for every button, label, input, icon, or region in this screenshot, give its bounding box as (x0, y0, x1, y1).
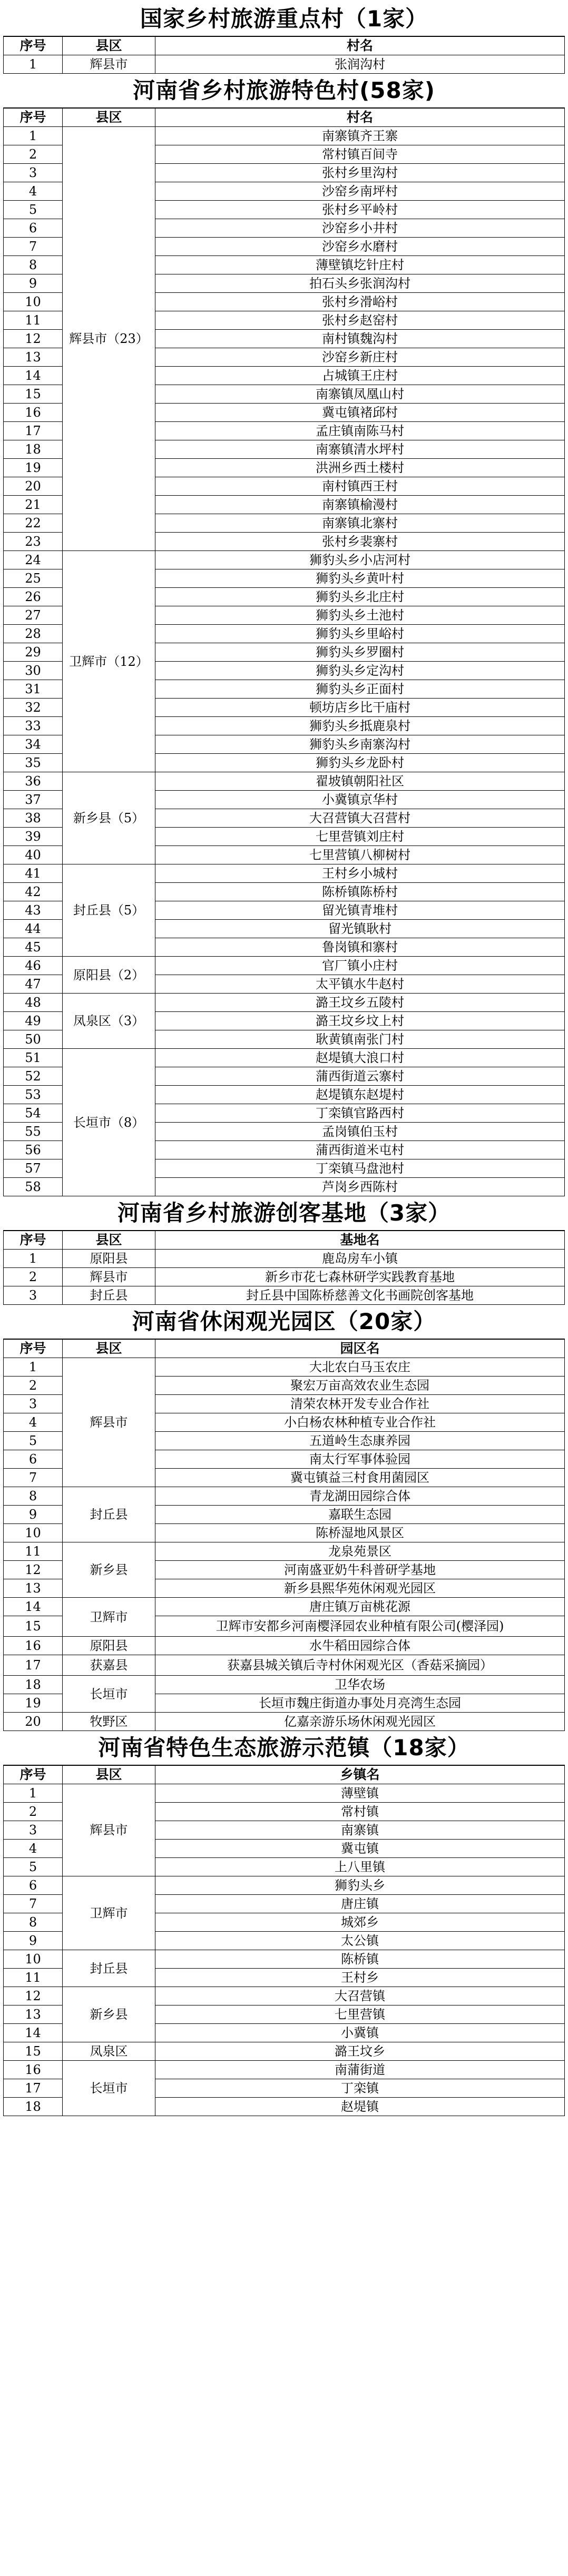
row-index: 37 (4, 791, 63, 809)
name-cell: 新乡市花七森林研学实践教育基地 (155, 1268, 565, 1286)
region-cell: 封丘县（5） (63, 864, 155, 957)
name-cell: 狮豹头乡北庄村 (155, 588, 565, 606)
row-index: 5 (4, 1858, 63, 1876)
row-index: 7 (4, 1469, 63, 1487)
col-header-region: 县区 (63, 1765, 155, 1784)
row-index: 17 (4, 2079, 63, 2098)
row-index: 32 (4, 699, 63, 717)
table (3, 107, 565, 1196)
row-index: 9 (4, 1506, 63, 1524)
row-index: 7 (4, 238, 63, 256)
col-header-name: 村名 (155, 108, 565, 127)
row-index: 51 (4, 1049, 63, 1067)
row-index: 2 (4, 1803, 63, 1821)
name-cell: 张村乡平岭村 (155, 201, 565, 219)
region-cell: 凤泉区（3） (63, 994, 155, 1049)
table-row (4, 1487, 565, 1506)
row-index: 18 (4, 2098, 63, 2116)
region-cell: 辉县市 (63, 1784, 155, 1876)
section-title: 国家乡村旅游重点村（1家） (140, 6, 428, 32)
name-cell: 七里营镇刘庄村 (155, 828, 565, 846)
region-cell: 牧野区 (63, 1713, 155, 1731)
row-index: 10 (4, 1524, 63, 1542)
row-index: 55 (4, 1123, 63, 1141)
col-header-region: 县区 (63, 1231, 155, 1250)
row-index: 10 (4, 293, 63, 311)
name-cell: 青龙湖田园综合体 (155, 1487, 565, 1506)
row-index: 3 (4, 1395, 63, 1413)
name-cell: 卫辉市安都乡河南樱泽园农业种植有限公司(樱泽园) (155, 1616, 565, 1637)
table-row (4, 1268, 565, 1286)
table-row (4, 1286, 565, 1305)
row-index: 21 (4, 496, 63, 514)
col-header-index: 序号 (4, 1231, 63, 1250)
name-cell: 拍石头乡张润沟村 (155, 274, 565, 293)
name-cell: 太公镇 (155, 1932, 565, 1950)
region-cell: 新乡县 (63, 1542, 155, 1598)
row-index: 11 (4, 1542, 63, 1561)
name-cell: 狮豹头乡抵鹿泉村 (155, 717, 565, 735)
table-row (4, 1655, 565, 1676)
row-index: 16 (4, 2061, 63, 2079)
name-cell: 狮豹头乡正面村 (155, 680, 565, 699)
row-index: 2 (4, 145, 63, 164)
row-index: 3 (4, 1286, 63, 1305)
name-cell: 蒲西街道云寨村 (155, 1067, 565, 1086)
name-cell: 冀屯镇益三村食用菌园区 (155, 1469, 565, 1487)
table-row (4, 1049, 565, 1067)
name-cell: 狮豹头乡龙卧村 (155, 754, 565, 772)
name-cell: 封丘县中国陈桥慈善文化书画院创客基地 (155, 1286, 565, 1305)
row-index: 8 (4, 256, 63, 274)
row-index: 3 (4, 164, 63, 182)
name-cell: 南寨镇 (155, 1821, 565, 1840)
name-cell: 南太行军事体验园 (155, 1450, 565, 1469)
header-row (4, 1339, 565, 1358)
row-index: 12 (4, 1561, 63, 1579)
name-cell: 南蒲街道 (155, 2061, 565, 2079)
col-header-index: 序号 (4, 1765, 63, 1784)
name-cell: 狮豹头乡小店河村 (155, 551, 565, 569)
region-cell: 原阳县 (63, 1250, 155, 1268)
row-index: 2 (4, 1268, 63, 1286)
table-row (4, 1250, 565, 1268)
row-index: 50 (4, 1030, 63, 1049)
row-index: 4 (4, 182, 63, 201)
name-cell: 狮豹头乡罗圈村 (155, 643, 565, 662)
row-index: 6 (4, 1450, 63, 1469)
row-index: 39 (4, 828, 63, 846)
row-index: 5 (4, 1432, 63, 1450)
name-cell: 清荣农林开发专业合作社 (155, 1395, 565, 1413)
name-cell: 大召营镇 (155, 1987, 565, 2005)
col-header-name: 村名 (155, 36, 565, 55)
row-index: 53 (4, 1086, 63, 1104)
row-index: 18 (4, 1676, 63, 1694)
name-cell: 沙窑乡南坪村 (155, 182, 565, 201)
name-cell: 狮豹头乡黄叶村 (155, 569, 565, 588)
region-cell: 卫辉市 (63, 1598, 155, 1637)
name-cell: 蒲西街道米屯村 (155, 1141, 565, 1159)
name-cell: 聚宏万亩高效农业生态园 (155, 1377, 565, 1395)
name-cell: 城郊乡 (155, 1913, 565, 1932)
section-title: 河南省乡村旅游特色村(58家) (133, 77, 435, 103)
name-cell: 鲁岗镇和寨村 (155, 938, 565, 957)
row-index: 17 (4, 422, 63, 440)
name-cell: 七里营镇 (155, 2005, 565, 2024)
name-cell: 官厂镇小庄村 (155, 957, 565, 975)
row-index: 4 (4, 1840, 63, 1858)
name-cell: 七里营镇八柳树村 (155, 846, 565, 864)
table (3, 1230, 565, 1305)
region-cell: 凤泉区 (63, 2042, 155, 2061)
row-index: 54 (4, 1104, 63, 1123)
region-cell: 长垣市（8） (63, 1049, 155, 1196)
row-index: 15 (4, 385, 63, 404)
name-cell: 赵堤镇大浪口村 (155, 1049, 565, 1067)
name-cell: 获嘉县城关镇后寺村休闲观光区（香菇采摘园） (155, 1655, 565, 1676)
name-cell: 张村乡滑峪村 (155, 293, 565, 311)
name-cell: 狮豹头乡南寨沟村 (155, 735, 565, 754)
name-cell: 赵堤镇 (155, 2098, 565, 2116)
row-index: 29 (4, 643, 63, 662)
row-index: 20 (4, 477, 63, 496)
name-cell: 南寨镇榆漫村 (155, 496, 565, 514)
row-index: 44 (4, 920, 63, 938)
table (3, 1765, 565, 2116)
name-cell: 南寨镇北寨村 (155, 514, 565, 533)
section-4 (3, 1305, 565, 1731)
name-cell: 小冀镇京华村 (155, 791, 565, 809)
row-index: 8 (4, 1487, 63, 1506)
name-cell: 顿坊店乡比干庙村 (155, 699, 565, 717)
row-index: 11 (4, 311, 63, 330)
row-index: 47 (4, 975, 63, 994)
row-index: 19 (4, 1694, 63, 1713)
table-row (4, 1637, 565, 1655)
row-index: 49 (4, 1012, 63, 1030)
row-index: 20 (4, 1713, 63, 1731)
name-cell: 洪洲乡西土楼村 (155, 459, 565, 477)
section-5 (3, 1731, 565, 2116)
row-index: 18 (4, 440, 63, 459)
col-header-region: 县区 (63, 108, 155, 127)
section-3 (3, 1196, 565, 1305)
region-cell: 获嘉县 (63, 1655, 155, 1676)
row-index: 16 (4, 404, 63, 422)
region-cell: 辉县市（23） (63, 127, 155, 551)
table-row (4, 2042, 565, 2061)
name-cell: 水牛稻田园综合体 (155, 1637, 565, 1655)
row-index: 6 (4, 1876, 63, 1895)
section-title: 河南省特色生态旅游示范镇（18家） (98, 1735, 470, 1761)
row-index: 22 (4, 514, 63, 533)
region-cell: 封丘县 (63, 1487, 155, 1542)
name-cell: 狮豹头乡 (155, 1876, 565, 1895)
row-index: 38 (4, 809, 63, 828)
name-cell: 冀屯镇 (155, 1840, 565, 1858)
row-index: 34 (4, 735, 63, 754)
name-cell: 沙窑乡小井村 (155, 219, 565, 238)
row-index: 40 (4, 846, 63, 864)
region-cell: 原阳县（2） (63, 957, 155, 994)
name-cell: 孟庄镇南陈马村 (155, 422, 565, 440)
col-header-region: 县区 (63, 1339, 155, 1358)
name-cell: 沙窑乡新庄村 (155, 348, 565, 367)
row-index: 13 (4, 2005, 63, 2024)
row-index: 16 (4, 1637, 63, 1655)
row-index: 13 (4, 1579, 63, 1598)
row-index: 8 (4, 1913, 63, 1932)
name-cell: 大召营镇大召营村 (155, 809, 565, 828)
row-index: 1 (4, 1784, 63, 1803)
name-cell: 潞王坟乡坟上村 (155, 1012, 565, 1030)
region-cell: 辉县市 (63, 55, 155, 74)
table-row (4, 864, 565, 883)
col-header-name: 乡镇名 (155, 1765, 565, 1784)
name-cell: 唐庄镇万亩桃花源 (155, 1598, 565, 1616)
name-cell: 孟岗镇伯玉村 (155, 1123, 565, 1141)
name-cell: 唐庄镇 (155, 1895, 565, 1913)
row-index: 1 (4, 1358, 63, 1377)
name-cell: 王村乡 (155, 1969, 565, 1987)
row-index: 10 (4, 1950, 63, 1969)
name-cell: 大北农白马玉农庄 (155, 1358, 565, 1377)
name-cell: 上八里镇 (155, 1858, 565, 1876)
region-cell: 长垣市 (63, 1676, 155, 1713)
header-row (4, 108, 565, 127)
name-cell: 薄壁镇圪针庄村 (155, 256, 565, 274)
name-cell: 王村乡小城村 (155, 864, 565, 883)
name-cell: 河南盛亚奶牛科普研学基地 (155, 1561, 565, 1579)
row-index: 3 (4, 1821, 63, 1840)
row-index: 14 (4, 1598, 63, 1616)
row-index: 14 (4, 367, 63, 385)
header-row (4, 1765, 565, 1784)
table-row (4, 1598, 565, 1616)
name-cell: 嘉联生态园 (155, 1506, 565, 1524)
row-index: 12 (4, 1987, 63, 2005)
region-cell: 新乡县（5） (63, 772, 155, 864)
row-index: 9 (4, 274, 63, 293)
name-cell: 留光镇青堆村 (155, 901, 565, 920)
name-cell: 潞王坟乡五陵村 (155, 994, 565, 1012)
row-index: 1 (4, 127, 63, 145)
row-index: 11 (4, 1969, 63, 1987)
table-row (4, 55, 565, 74)
col-header-name: 园区名 (155, 1339, 565, 1358)
name-cell: 常村镇 (155, 1803, 565, 1821)
name-cell: 鹿岛房车小镇 (155, 1250, 565, 1268)
name-cell: 狮豹头乡定沟村 (155, 662, 565, 680)
document (3, 0, 565, 2116)
name-cell: 小冀镇 (155, 2024, 565, 2042)
name-cell: 五道岭生态康养园 (155, 1432, 565, 1450)
name-cell: 芦岗乡西陈村 (155, 1178, 565, 1196)
row-index: 27 (4, 606, 63, 625)
table-row (4, 1784, 565, 1803)
name-cell: 潞王坟乡 (155, 2042, 565, 2061)
section-2 (3, 74, 565, 1196)
row-index: 14 (4, 2024, 63, 2042)
table-row (4, 1358, 565, 1377)
name-cell: 留光镇耿村 (155, 920, 565, 938)
row-index: 36 (4, 772, 63, 791)
name-cell: 陈桥湿地风景区 (155, 1524, 565, 1542)
name-cell: 卫华农场 (155, 1676, 565, 1694)
col-header-index: 序号 (4, 36, 63, 55)
row-index: 35 (4, 754, 63, 772)
row-index: 17 (4, 1655, 63, 1676)
name-cell: 狮豹头乡里峪村 (155, 625, 565, 643)
region-cell: 卫辉市 (63, 1876, 155, 1950)
region-cell: 封丘县 (63, 1950, 155, 1987)
table-row (4, 551, 565, 569)
row-index: 58 (4, 1178, 63, 1196)
row-index: 4 (4, 1413, 63, 1432)
table-row (4, 957, 565, 975)
row-index: 6 (4, 219, 63, 238)
row-index: 56 (4, 1141, 63, 1159)
name-cell: 沙窑乡水磨村 (155, 238, 565, 256)
name-cell: 薄壁镇 (155, 1784, 565, 1803)
table-row (4, 2061, 565, 2079)
row-index: 12 (4, 330, 63, 348)
name-cell: 陈桥镇陈桥村 (155, 883, 565, 901)
name-cell: 长垣市魏庄街道办事处月亮湾生态园 (155, 1694, 565, 1713)
name-cell: 亿嘉亲游乐场休闲观光园区 (155, 1713, 565, 1731)
name-cell: 赵堤镇东赵堤村 (155, 1086, 565, 1104)
name-cell: 南村镇魏沟村 (155, 330, 565, 348)
table (3, 1339, 565, 1731)
name-cell: 南寨镇清水坪村 (155, 440, 565, 459)
row-index: 19 (4, 459, 63, 477)
name-cell: 常村镇百间寺 (155, 145, 565, 164)
row-index: 2 (4, 1377, 63, 1395)
row-index: 46 (4, 957, 63, 975)
row-index: 15 (4, 1616, 63, 1637)
table-row (4, 1987, 565, 2005)
row-index: 30 (4, 662, 63, 680)
region-cell: 卫辉市（12） (63, 551, 155, 772)
name-cell: 南村镇西王村 (155, 477, 565, 496)
row-index: 26 (4, 588, 63, 606)
table-row (4, 772, 565, 791)
table-row (4, 1876, 565, 1895)
name-cell: 丁栾镇马盘池村 (155, 1159, 565, 1178)
table-row (4, 1542, 565, 1561)
name-cell: 耿黄镇南张门村 (155, 1030, 565, 1049)
region-cell: 封丘县 (63, 1286, 155, 1305)
name-cell: 南寨镇齐王寨 (155, 127, 565, 145)
row-index: 25 (4, 569, 63, 588)
name-cell: 南寨镇凤凰山村 (155, 385, 565, 404)
name-cell: 狮豹头乡土池村 (155, 606, 565, 625)
col-header-region: 县区 (63, 36, 155, 55)
row-index: 9 (4, 1932, 63, 1950)
row-index: 31 (4, 680, 63, 699)
row-index: 1 (4, 1250, 63, 1268)
name-cell: 太平镇水牛赵村 (155, 975, 565, 994)
name-cell: 丁栾镇官路西村 (155, 1104, 565, 1123)
name-cell: 张村乡赵窑村 (155, 311, 565, 330)
name-cell: 张村乡裴寨村 (155, 533, 565, 551)
region-cell: 辉县市 (63, 1268, 155, 1286)
region-cell: 原阳县 (63, 1637, 155, 1655)
table-row (4, 1676, 565, 1694)
col-header-name: 基地名 (155, 1231, 565, 1250)
table-row (4, 1713, 565, 1731)
name-cell: 丁栾镇 (155, 2079, 565, 2098)
row-index: 41 (4, 864, 63, 883)
section-title: 河南省休闲观光园区（20家） (132, 1309, 436, 1334)
table (3, 36, 565, 74)
row-index: 24 (4, 551, 63, 569)
header-row (4, 1231, 565, 1250)
name-cell: 张村乡里沟村 (155, 164, 565, 182)
row-index: 7 (4, 1895, 63, 1913)
name-cell: 冀屯镇褚邱村 (155, 404, 565, 422)
row-index: 52 (4, 1067, 63, 1086)
name-cell: 龙泉苑景区 (155, 1542, 565, 1561)
row-index: 48 (4, 994, 63, 1012)
name-cell: 小白杨农林种植专业合作社 (155, 1413, 565, 1432)
row-index: 5 (4, 201, 63, 219)
section-1 (3, 2, 565, 74)
table-row (4, 1950, 565, 1969)
name-cell: 张润沟村 (155, 55, 565, 74)
name-cell: 新乡县熙华苑休闲观光园区 (155, 1579, 565, 1598)
table-row (4, 994, 565, 1012)
col-header-index: 序号 (4, 108, 63, 127)
name-cell: 陈桥镇 (155, 1950, 565, 1969)
row-index: 45 (4, 938, 63, 957)
region-cell: 新乡县 (63, 1987, 155, 2042)
region-cell: 辉县市 (63, 1358, 155, 1487)
header-row (4, 36, 565, 55)
region-cell: 长垣市 (63, 2061, 155, 2116)
row-index: 15 (4, 2042, 63, 2061)
row-index: 1 (4, 55, 63, 74)
col-header-index: 序号 (4, 1339, 63, 1358)
name-cell: 翟坡镇朝阳社区 (155, 772, 565, 791)
row-index: 13 (4, 348, 63, 367)
row-index: 23 (4, 533, 63, 551)
row-index: 42 (4, 883, 63, 901)
row-index: 28 (4, 625, 63, 643)
row-index: 43 (4, 901, 63, 920)
section-title: 河南省乡村旅游创客基地（3家） (117, 1200, 451, 1226)
table-row (4, 127, 565, 145)
name-cell: 占城镇王庄村 (155, 367, 565, 385)
row-index: 57 (4, 1159, 63, 1178)
row-index: 33 (4, 717, 63, 735)
